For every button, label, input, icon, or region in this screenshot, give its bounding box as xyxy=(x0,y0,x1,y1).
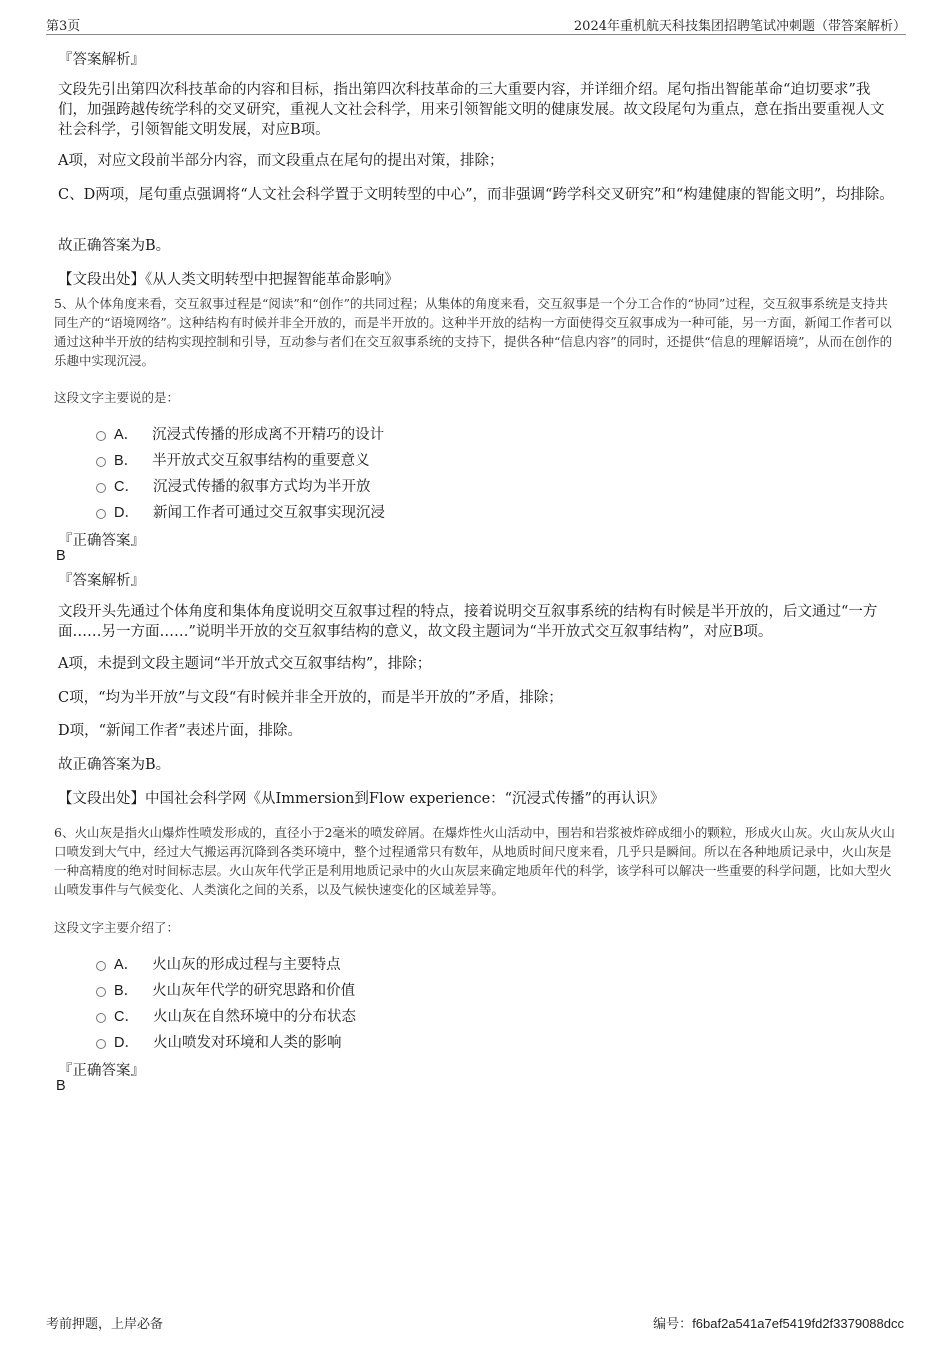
q4-source: 【文段出处】《从人类文明转型中把握智能革命影响》 xyxy=(58,272,399,288)
q6-option-b[interactable] xyxy=(96,979,355,1000)
option-text: 新闻工作者可通过交互叙事实现沉浸 xyxy=(152,505,385,521)
q6-option-c[interactable] xyxy=(96,1005,356,1026)
radio-icon[interactable] xyxy=(96,431,106,441)
q4-analysis-paragraph-1: 文段先引出第四次科技革命的内容和目标，指出第四次科技革命的三大重要内容，并详细介绍。尾句指出智能革命“迫切要求”我们，加强跨越传统学科的交叉研究，重视人文社会科学，用来引领智能文明的健康发展。故文段尾句为重点，意在指出要重视人文社会科学，引领智能文明发展，对应B项。 xyxy=(58,82,885,138)
option-letter: B． xyxy=(114,453,139,469)
radio-icon[interactable] xyxy=(96,1039,106,1049)
option-letter: A． xyxy=(114,427,139,443)
q5-option-d[interactable] xyxy=(96,501,385,522)
q4-analysis-paragraph-3: C、D两项，尾句重点强调将“人文社会科学置于文明转型的中心”，而非强调“跨学科交叉研究”和“构建健康的智能文明”，均排除。 xyxy=(58,187,894,203)
radio-icon[interactable] xyxy=(96,987,106,997)
footer-code xyxy=(653,1313,904,1332)
option-letter: D． xyxy=(114,505,139,521)
q4-analysis-paragraph-4: 故正确答案为B。 xyxy=(58,238,171,254)
q5-analysis-paragraph-3: C项，“均为半开放”与文段“有时候并非全开放的，而是半开放的”矛盾，排除； xyxy=(58,690,563,706)
q6-option-a[interactable] xyxy=(96,953,341,974)
q5-option-a[interactable] xyxy=(96,423,384,444)
q6-option-d[interactable] xyxy=(96,1031,341,1052)
option-text: 沉浸式传播的形成离不开精巧的设计 xyxy=(152,427,385,443)
q5-question-text: 5、从个体角度来看，交互叙事过程是“阅读”和“创作”的共同过程；从集体的角度来看，交互叙事是一个分工合作的“协同”过程，交互叙事系统是支持共同生产的“语境网络”。这种结构有时候并非全开放的，而是半开放的。这种半开放的结构一方面使得交互叙事成为一种可能，另一方面，新闻工作者可以通过这种半开放的结构实现控制和引导，互动参与者们在交互叙事系统的支持下，提供各种“信息内容”的同时，还提供“信息的理解语境”，从而在创作的乐趣中实现沉浸。 xyxy=(54,296,893,368)
option-letter: C． xyxy=(114,1009,139,1025)
radio-icon[interactable] xyxy=(96,961,106,971)
q5-prompt: 这段文字主要说的是： xyxy=(54,390,180,405)
q5-option-b[interactable] xyxy=(96,449,370,470)
radio-icon[interactable] xyxy=(96,483,106,493)
radio-icon[interactable] xyxy=(96,509,106,519)
option-letter: B． xyxy=(114,983,139,999)
option-text: 半开放式交互叙事结构的重要意义 xyxy=(152,453,370,469)
option-text: 火山灰年代学的研究思路和价值 xyxy=(152,983,356,999)
option-text: 沉浸式传播的叙事方式均为半开放 xyxy=(152,479,371,495)
q5-correct-label: 『正确答案』 xyxy=(58,533,145,549)
header-divider xyxy=(46,34,906,35)
option-letter: D． xyxy=(114,1035,139,1051)
q6-correct-answer: B xyxy=(56,1078,66,1094)
option-text: 火山灰在自然环境中的分布状态 xyxy=(152,1009,356,1025)
footer-code-value: f6baf2a541a7ef5419fd2f3379088dcc xyxy=(692,1316,904,1331)
q6-prompt: 这段文字主要介绍了： xyxy=(54,920,180,935)
document-title: 2024年重机航天科技集团招聘笔试冲刺题（带答案解析） xyxy=(573,19,906,34)
footer-slogan: 考前押题，上岸必备 xyxy=(46,1317,164,1332)
q5-analysis-paragraph-4: D项，“新闻工作者”表述片面，排除。 xyxy=(58,723,302,739)
q6-question-text: 6、火山灰是指火山爆炸性喷发形成的，直径小于2毫米的喷发碎屑。在爆炸性火山活动中，围岩和岩浆被炸碎成细小的颗粒，形成火山灰。火山灰从火山口喷发到大气中，经过大气搬运再沉降到各类环境中，整个过程通常只有数年，从地质时间尺度来看，几乎只是瞬间。所以在各种地质记录中，火山灰是一种高精度的绝对时间标志层。火山灰年代学正是利用地质记录中的火山灰层来确定地质年代的科学，该学科可以解决一些重要的科学问题，比如大型火山喷发事件与气候变化、人类演化之间的关系，以及气候快速变化的区域差异等。 xyxy=(54,825,895,897)
q6-correct-label: 『正确答案』 xyxy=(58,1063,145,1079)
radio-icon[interactable] xyxy=(96,1013,106,1023)
option-letter: C． xyxy=(114,479,139,495)
q5-analysis-paragraph-5: 故正确答案为B。 xyxy=(58,757,171,773)
q4-analysis-label: 『答案解析』 xyxy=(58,52,145,68)
q5-analysis-paragraph-2: A项，未提到文段主题词“半开放式交互叙事结构”，排除； xyxy=(58,656,432,672)
q5-analysis-paragraph-1: 文段开头先通过个体角度和集体角度说明交互叙事过程的特点，接着说明交互叙事系统的结构有时候是半开放的，后文通过“一方面……另一方面……”说明半开放的交互叙事结构的意义，故文段主题词为“半开放式交互叙事结构”，对应B项。 xyxy=(58,604,878,640)
radio-icon[interactable] xyxy=(96,457,106,467)
option-text: 火山喷发对环境和人类的影响 xyxy=(152,1035,342,1051)
q5-option-c[interactable] xyxy=(96,475,370,496)
option-text: 火山灰的形成过程与主要特点 xyxy=(152,957,341,973)
q4-analysis-paragraph-2: A项，对应文段前半部分内容，而文段重点在尾句的提出对策，排除； xyxy=(58,153,504,169)
option-letter: A． xyxy=(114,957,139,973)
page-number: 第3页 xyxy=(46,19,81,34)
footer-code-label: 编号： xyxy=(653,1316,693,1331)
q5-correct-answer: B xyxy=(56,548,66,564)
q5-source: 【文段出处】中国社会科学网《从Immersion到Flow experience：“沉浸式传播”的再认识》 xyxy=(58,791,665,807)
q5-analysis-label: 『答案解析』 xyxy=(58,573,145,589)
